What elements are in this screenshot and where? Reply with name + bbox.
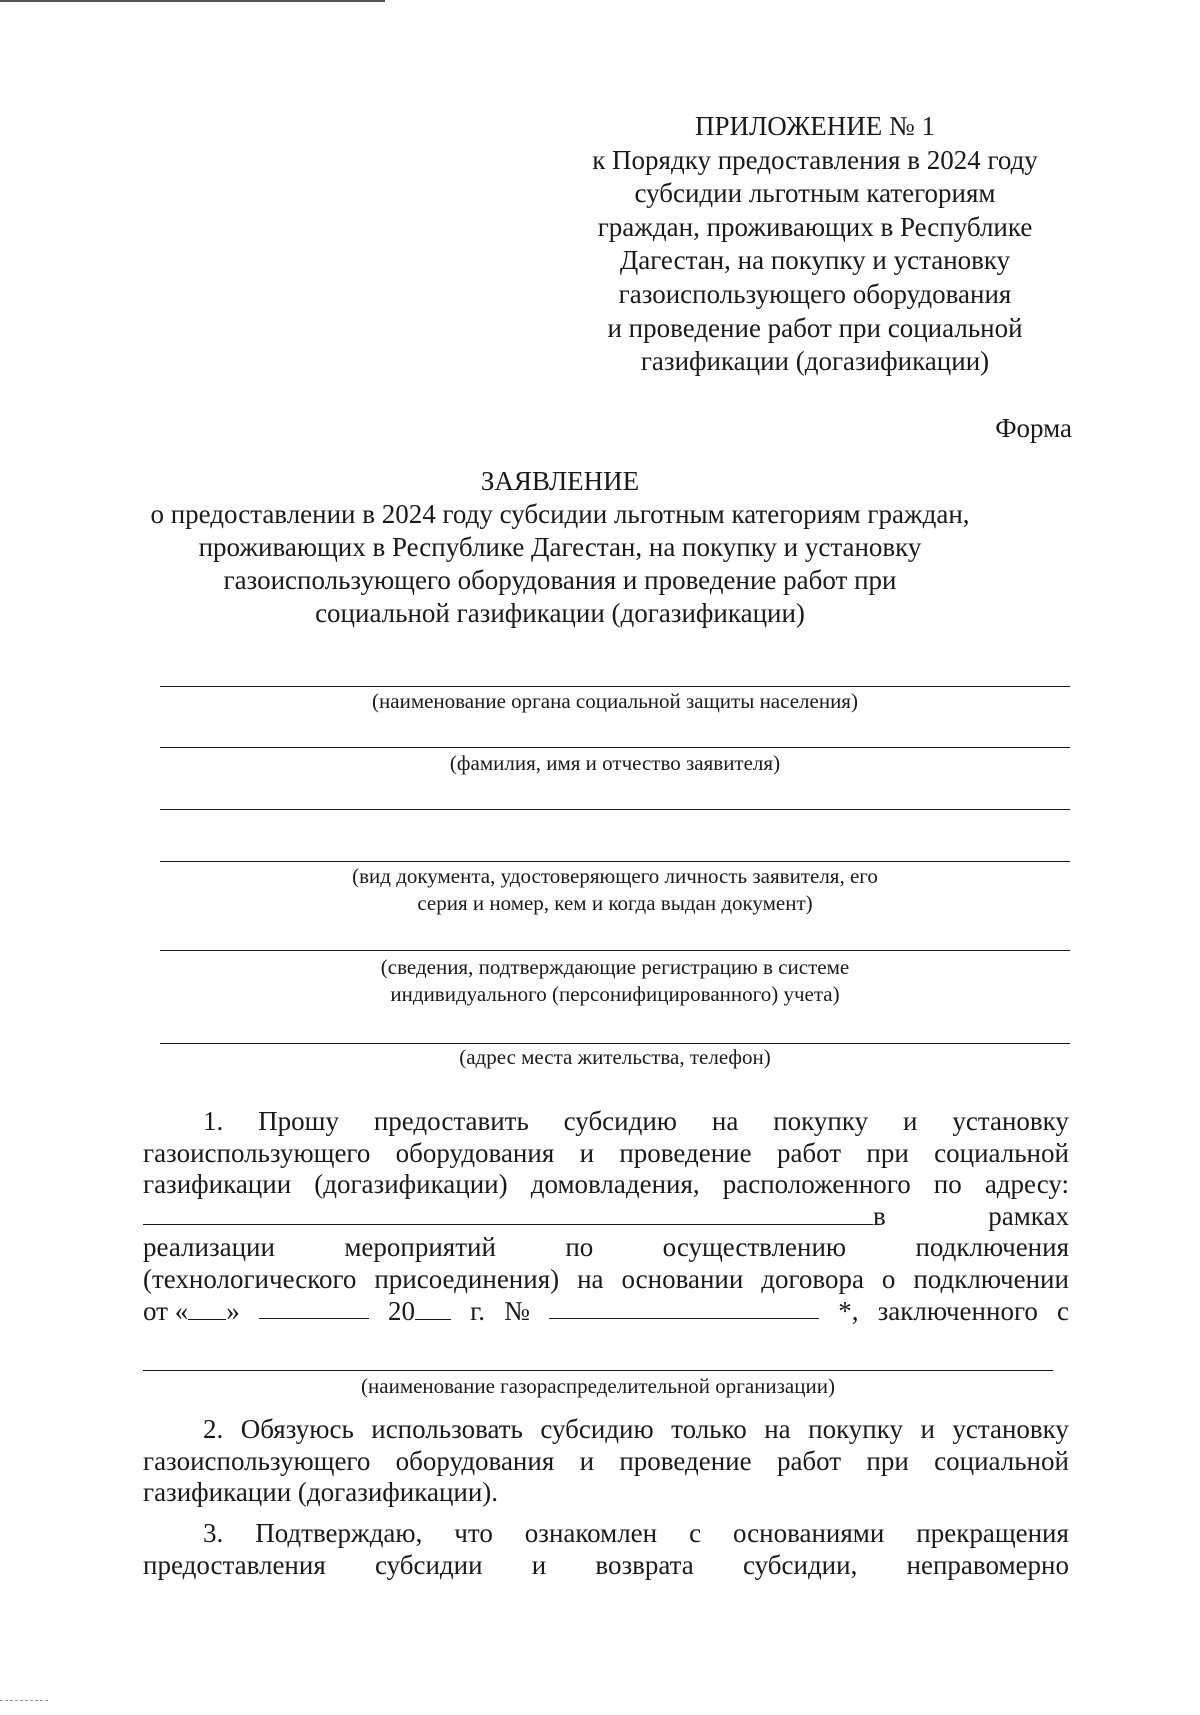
appendix-header [560, 110, 1070, 379]
document-title [150, 465, 970, 630]
paragraph-1-line: от « » 20 г. № *, заключенного с [143, 1295, 1069, 1326]
title-line: о предоставлении в 2024 году субсидии льготным категориям граждан, [150, 499, 970, 529]
paragraph-2 [143, 1414, 1069, 1509]
appendix-line: газоиспользующего оборудования [618, 278, 1012, 309]
title-line: газоиспользующего оборудования и проведение работ при [223, 565, 897, 595]
contract-day-field[interactable] [188, 1297, 226, 1320]
id-document-field-line[interactable] [160, 861, 1070, 862]
paragraph-1-line: в рамках [143, 1201, 1069, 1233]
form-label: Форма [995, 413, 1072, 443]
paragraph-1-line: (технологического присоединения) на основании договора о подключении [143, 1263, 1069, 1294]
contract-year-field[interactable] [415, 1297, 451, 1320]
scan-edge-artifact [0, 0, 385, 2]
scan-corner-artifact [0, 1700, 48, 1715]
paragraph-1-line: 1. Прошу предоставить субсидию на покупку и установку [203, 1106, 1069, 1136]
appendix-line: и проведение работ при социальной [607, 312, 1023, 343]
paragraph-2-line: газификации (догазификации). [143, 1477, 499, 1508]
paragraph-1-line: реализации мероприятий по осуществлению подключения [143, 1232, 1069, 1263]
paragraph-1 [143, 1106, 1069, 1327]
paragraph-3-line: 3. Подтверждаю, что ознакомлен с основаниями прекращения [203, 1518, 1069, 1548]
applicant-name-field-line[interactable] [160, 747, 1070, 748]
gas-org-field-line[interactable] [143, 1370, 1053, 1371]
paragraph-1-line: газификации (догазификации) домовладения, расположенного по адресу: [143, 1169, 1069, 1200]
registration-caption: (сведения, подтверждающие регистрацию в системе индивидуального (персонифицированного) учета) [380, 955, 850, 1006]
title-heading: ЗАЯВЛЕНИЕ [480, 466, 640, 496]
social-body-field-line[interactable] [160, 686, 1070, 687]
appendix-line: Дагестан, на покупку и установку [619, 245, 1011, 276]
paragraph-3-line: предоставления субсидии и возврата субсидии, неправомерно [143, 1549, 1069, 1580]
appendix-number: ПРИЛОЖЕНИЕ № 1 [694, 111, 936, 141]
paragraph-2-line: 2. Обязуюсь использовать субсидию только на покупку и установку [203, 1414, 1069, 1444]
applicant-extra-field-line[interactable] [160, 809, 1070, 810]
appendix-line: субсидии льготным категориям [634, 178, 996, 209]
contract-month-field[interactable] [259, 1296, 369, 1319]
property-address-field[interactable] [143, 1202, 873, 1225]
address-caption: (адрес места жительства, телефон) [459, 1045, 771, 1069]
contract-number-field[interactable] [549, 1296, 819, 1319]
registration-field-line[interactable] [160, 950, 1070, 951]
applicant-name-caption: (фамилия, имя и отчество заявителя) [449, 751, 781, 775]
paragraph-3 [143, 1518, 1069, 1581]
gas-org-caption: (наименование газораспределительной организации) [361, 1374, 835, 1398]
appendix-line: газификации (догазификации) [640, 346, 990, 377]
title-line: социальной газификации (догазификации) [315, 598, 805, 628]
appendix-line: граждан, проживающих в Республике [597, 211, 1033, 242]
paragraph-2-line: газоиспользующего оборудования и проведение работ при социальной [143, 1445, 1069, 1476]
id-document-caption: (вид документа, удостоверяющего личность заявителя, его серия и номер, кем и когда выдан документ) [352, 864, 878, 915]
title-line: проживающих в Республике Дагестан, на покупку и установку [198, 532, 922, 562]
paragraph-1-line: газоиспользующего оборудования и проведение работ при социальной [143, 1137, 1069, 1168]
social-body-caption: (наименование органа социальной защиты населения) [372, 689, 858, 713]
appendix-line: к Порядку предоставления в 2024 году [592, 144, 1038, 175]
